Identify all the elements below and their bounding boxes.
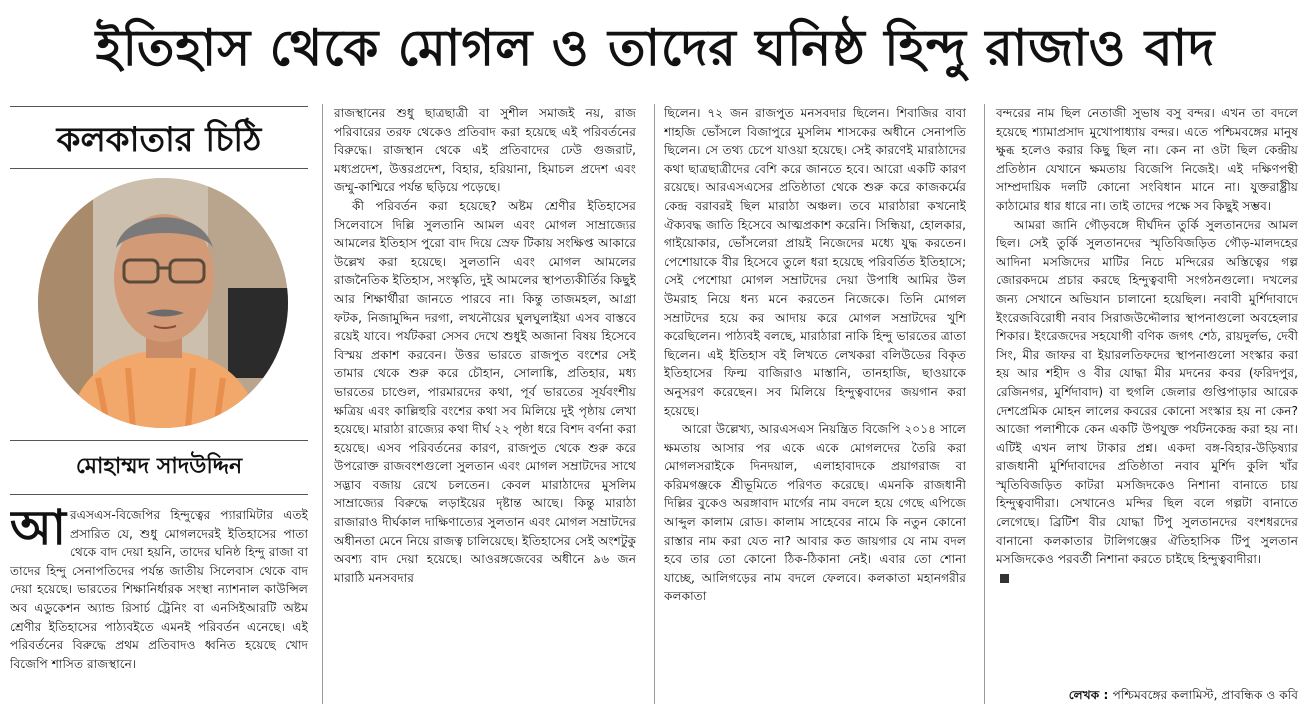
paragraph: ছিলেন। ৭২ জন রাজপুত মনসবদার ছিলেন। শিবাজির বাবা শাহজি ভোঁসলে বিজাপুরে মুসলিম শাসকের অধীনে সেনাপতি ছিলেন। সে তথ্য চেপে যাওয়া হয়েছে। সেই কারণেই মারাঠাদের কথা ছাত্রছাত্রীদের বেশি করে জানতে হবে। আরো একটি কারণ রয়েছে। আরএসএসের প্রতিষ্ঠাতা থেকে শুরু করে কাজকর্মের কেন্দ্র বরাবরই ছিল মারাঠা অঞ্চল। তবে মারাঠারা কখনোই ঐক্যবদ্ধ জাতি হিসেবে আত্মপ্রকাশ করেনি। সিন্ধিয়া, হোলকার, গাইয়োকার, ভোঁসলেরা প্রায়ই নিজেদের মধ্যে যুদ্ধ করতেন। পেশোয়াকে বীর হিসেবে তুলে ধরা হয়েছে পরিবর্তিত ইতিহাসে; সেই পেশোয়া মোগল সম্রাটদের দেয়া উপাধি আমির উল উমরাহ নিয়ে ধন্য মনে করতেন নিজেকে। তিনি মোগল সম্রাটদের হয়ে কর আদায় করে মোগল সম্রাটদের খুশি করেছিলেন। পাঠ্যবই বলছে, মারাঠারা নাকি হিন্দু ভারতের ত্রাতা ছিলেন। এই ইতিহাস বই লিখতে লেখকরা বলিউডের বিকৃত ইতিহাসের ফিল্ম বাজিরাও মাস্তানি, তানহাজি, ছাওয়াকে অনুসরণ করেছেন। সব মিলিয়ে হিন্দুত্ববাদের জয়গান করা হয়েছে। <box>664 106 966 418</box>
column-title: কলকাতার চিঠি <box>56 120 262 160</box>
article-column-1 <box>334 104 636 700</box>
paragraph: বন্দরের নাম ছিল নেতাজী সুভাষ বসু বন্দর। এখন তা বদলে হয়েছে শ্যামাপ্রসাদ মুখোপাধ্যায় বন্দর। এতে পশ্চিমবঙ্গের মানুষ ক্ষুব্ধ হলেও করার কিছু ছিল না। কেন না ওটা ছিল কেন্দ্রীয় প্রতিষ্ঠান যেখানে ক্ষমতায় বিজেপি নিজেই। এই দক্ষিণপন্থী সাম্প্রদায়িক দলটি কোনো সংবিধান মানে না। যুক্তরাষ্ট্রীয় কাঠামোর ধার ধারে না। তাই তাদের পক্ষে সব কিছুই সম্ভব। <box>996 106 1298 213</box>
left-column <box>10 104 308 708</box>
article-column-3 <box>996 104 1298 684</box>
divider <box>10 168 308 169</box>
intro-paragraph <box>10 506 308 706</box>
drop-cap: আ <box>10 506 66 556</box>
end-mark-icon <box>1000 574 1009 583</box>
intro-text: রএসএস-বিজেপির হিন্দুত্বের প্যারামিটার এতই প্রসারিত যে, শুধু মোগলদেরই ইতিহাসের পাতা থেকে বাদ দেয়া হয়নি, তাদের ঘনিষ্ঠ হিন্দু রাজা বা তাদের হিন্দু সেনাপতিদের পর্যন্ত জাতীয় সিলেবাস থেকে বাদ দেয়া হয়েছে। ভারতের শিক্ষানির্ধারক সংস্থা ন্যাশনাল কাউন্সিল অব এডুকেশন অ্যান্ড রিসার্চ ট্রেনিং বা এনসিইআরটি অষ্টম শ্রেণীর ইতিহাসের পাঠ্যবইতে এমনই পরিবর্তন এনেছে। এই পরিবর্তনের বিরুদ্ধে প্রথম প্রতিবাদও ধ্বনিত হয়েছে খোদ বিজেপি শাসিত রাজস্থানে। <box>10 508 308 671</box>
byline-label: লেখক : <box>1068 688 1109 702</box>
headline: ইতিহাস থেকে মোগল ও তাদের ঘনিষ্ঠ হিন্দু রাজাও বাদ <box>95 18 1216 77</box>
divider <box>10 106 308 107</box>
byline <box>996 686 1298 704</box>
author-name: মোহাম্মদ সাদউদ্দিন <box>75 453 243 479</box>
paragraph: রাজস্থানের শুধু ছাত্রছাত্রী বা সুশীল সমাজই নয়, রাজ পরিবারের তরফ থেকেও প্রতিবাদ করা হয়েছে এই পরিবর্তনের বিরুদ্ধে। রাজস্থান থেকে এই প্রতিবাদের ঢেউ গুজরাট, মধ্যপ্রদেশ, উত্তরপ্রদেশ, বিহার, হরিয়ানা, হিমাচল প্রদেশ এবং জম্মু-কাশ্মিরে পর্যন্ত ছড়িয়ে পড়েছে। <box>334 106 636 195</box>
divider <box>10 494 308 495</box>
column-separator <box>984 104 985 704</box>
column-separator <box>654 104 655 704</box>
article-column-2 <box>664 104 966 700</box>
paragraph: আমরা জানি গৌড়বঙ্গে দীর্ঘদিন তুর্কি সুলতানদের আমল ছিল। সেই তুর্কি সুলতানদের স্মৃতিবিজড়িত গৌড়-মালদহের আদিনা মসজিদের মাটির নিচে মন্দিরের অস্তিত্বের গল্প জোরকদমে প্রচার করছে হিন্দুত্ববাদী সংগঠনগুলো। দখলের জন্য সেখানে অভিযান চালানো হয়েছিল। নবাবী মুর্শিদাবাদে ইংরেজবিরোধী নবাব সিরাজউদ্দৌলার স্থাপনাগুলো অবহেলার শিকার। ইংরেজদের সহযোগী বণিক জগৎ শেঠ, রায়দুর্লভ, দেবী সিং, মীর জাফর বা ইয়ারলতিফদের স্থাপনাগুলো সংস্কার করা হয় আর শহীদ ও বীর যোদ্ধা মীর মদনের কবর (ফরিদপুর, রেজিনগর, মুর্শিদাবাদ) বা হুগলি জেলার গুপ্তিপাড়ার আরেক দেশপ্রেমিক মোহন লালের কবরের কোনো সংস্কার হয় না কেন? আজো পলাশীকে কেন একটি উপযুক্ত পর্যটনকেন্দ্র করা হয় না। এটিই এখন লাখ টাকার প্রশ্ন। একদা বঙ্গ-বিহার-উড়িষ্যার রাজধানী মুর্শিদাবাদের প্রতিষ্ঠাতা নবাব মুর্শিদ কুলি খাঁর স্মৃতিবিজড়িত কাটরা মসজিদকেও নিশানা বানাতে চায় হিন্দুত্ববাদীরা। সেখানেও মন্দির ছিল বলে গল্পটা বানাতে লেগেছে। ব্রিটিশ বীর যোদ্ধা টিপু সুলতানদের বংশধরদের বানানো কলকাতার টালিগঞ্জের ঐতিহাসিক টিপু সুলতান মসজিদকেও পরবর্তী নিশানা করতে চাইছে হিন্দুত্ববাদীরা। <box>996 217 1298 567</box>
author-photo <box>38 178 288 428</box>
paragraph: কী পরিবর্তন করা হয়েছে? অষ্টম শ্রেণীর ইতিহাসের সিলেবাসে দিল্লি সুলতানি আমল এবং মোগল সাম্রাজ্যের আমলের ইতিহাস পুরো বাদ দিয়ে স্রেফ টিকায় সংক্ষিপ্ত আকারে উল্লেখ করা হয়েছে। সুলতানি এবং মোগল আমলের রাজনৈতিক ইতিহাস, সংস্কৃতি, দুই আমলের স্থাপত্যকীর্তির কিছুই আর শিক্ষার্থীরা জানতে পারবে না। কিন্তু তাজমহল, আগ্রা ফটক, নিজামুদ্দিন দরগা, লখনৌয়ের ঘুলঘুলাইয়া এসব বাস্তবে রয়েই যাবে। পর্যটকরা সেসব দেখে শুধুই অজানা বিষয় হিসেবে বিস্ময় প্রকাশ করবেন। উত্তর ভারতে রাজপুত বংশের সেই তামার থেকে শুরু করে চৌহান, সোলাঙ্কি, প্রতিহার, মধ্য ভারতের চাণ্ডেল, পারমারদের কথা, পূর্ব ভারতের সূর্যবংশীয় ক্ষত্রিয় এবং কাল্লিহুরি বংশের কথা সব মিলিয়ে দুই পৃষ্ঠায় লেখা হয়েছে। মারাঠা রাজ্যের কথা দীর্ঘ ২২ পৃষ্ঠা ধরে বিশদ বর্ণনা করা হয়েছে। এসব পরিবর্তনের কারণ, রাজপুত থেকে শুরু করে উপরোক্ত রাজবংশগুলো সুলতান এবং মোগল সম্রাটদের সাথে সদ্ভাব বজায় রেখে চলতেন। কেবল মারাঠাদের মুসলিম সাম্রাজ্যের বিরুদ্ধে লড়াইয়ের দৃষ্টান্ত আছে। কিন্তু মারাঠা রাজারাও দীর্ঘকাল দাক্ষিণাত্যের সুলতান এবং মোগল সম্রাটদের অধীনতা মেনে নিয়ে রাজত্ব চালিয়েছে। ইতিহাসের সেই অংশটুকু অবশ্য বাদ দেয়া হয়েছে। আওরঙ্গজেবের অধীনে ৯৬ জন মারাঠি মনসবদার <box>334 198 636 585</box>
divider <box>10 440 308 441</box>
author-portrait-illustration <box>38 178 288 428</box>
byline-text: পশ্চিমবঙ্গের কলামিস্ট, প্রাবন্ধিক ও কবি <box>1112 688 1298 702</box>
paragraph: আরো উল্লেখ্য, আরএসএস নিয়ন্ত্রিত বিজেপি ২০১৪ সালে ক্ষমতায় আসার পর একে একে মোগলদের তৈরি করা মোগলসরাইকে দিনদয়াল, এলাহাবাদকে প্রয়াগরাজ বা করিমগঞ্জকে শ্রীভূমিতে পরিণত করেছে। এমনকি রাজধানী দিল্লির বুকেও অরঙ্গাবাদ মার্গের নাম বদলে হয়ে গেছে এপিজে আব্দুল কালাম রোড। কালাম সাহেবের নামে কি নতুন কোনো রাস্তার নাম করা যেত না? আবার কত জায়গার যে নাম বদল হবে তার তো কোনো ঠিক-ঠিকানা নেই। এবার তো শোনা যাচ্ছে, আলিগড়ের নাম বদলে ফেলবে। কলকাতা মহানগরীর কলকাতা <box>664 422 966 604</box>
column-separator <box>322 104 323 704</box>
